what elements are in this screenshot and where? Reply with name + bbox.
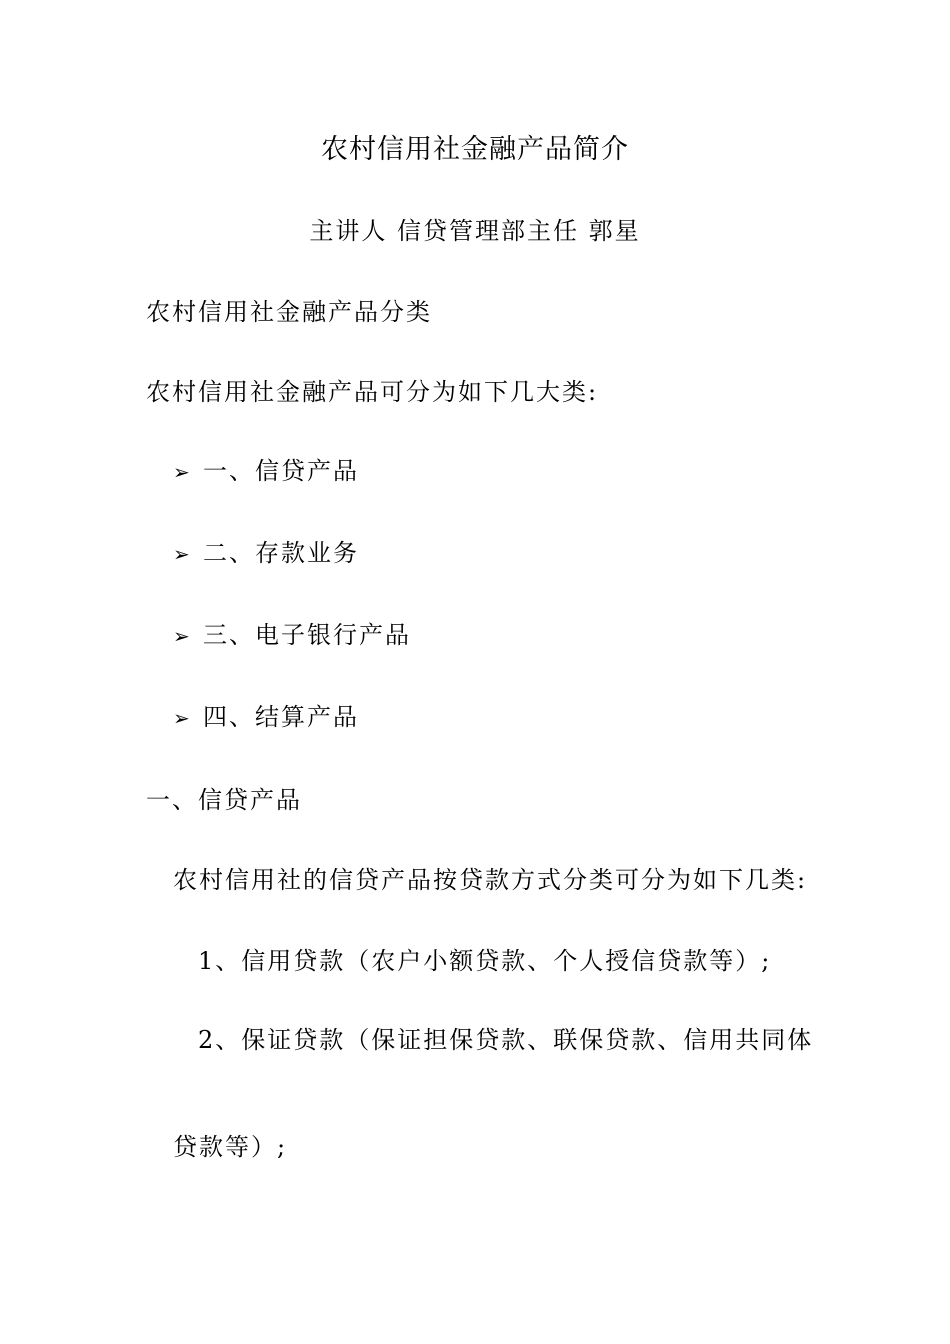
- category-label: 四、结算产品: [203, 703, 359, 731]
- credit-item-continuation: 贷款等）;: [173, 1133, 288, 1161]
- credit-section-heading: 一、信贷产品: [146, 786, 302, 814]
- category-item: [173, 455, 359, 488]
- document-title: 农村信用社金融产品简介: [321, 134, 629, 165]
- category-item: [173, 537, 359, 570]
- arrow-bullet-icon: ➢: [173, 624, 190, 648]
- credit-item: 1、信用贷款（农户小额贷款、个人授信贷款等）;: [198, 947, 772, 975]
- section-heading: 农村信用社金融产品分类: [146, 298, 432, 326]
- category-item: [173, 619, 411, 652]
- arrow-bullet-icon: ➢: [173, 460, 190, 484]
- category-label: 一、信贷产品: [203, 457, 359, 485]
- intro-paragraph: 农村信用社金融产品可分为如下几大类:: [146, 378, 599, 406]
- credit-item: 2、保证贷款（保证担保贷款、联保贷款、信用共同体: [198, 1026, 814, 1054]
- category-label: 二、存款业务: [203, 539, 359, 567]
- category-label: 三、电子银行产品: [203, 621, 411, 649]
- presenter-line: 主讲人 信贷管理部主任 郭星: [309, 217, 641, 245]
- arrow-bullet-icon: ➢: [173, 706, 190, 730]
- arrow-bullet-icon: ➢: [173, 542, 190, 566]
- credit-intro-paragraph: 农村信用社的信贷产品按贷款方式分类可分为如下几类:: [173, 866, 808, 894]
- category-item: [173, 701, 359, 734]
